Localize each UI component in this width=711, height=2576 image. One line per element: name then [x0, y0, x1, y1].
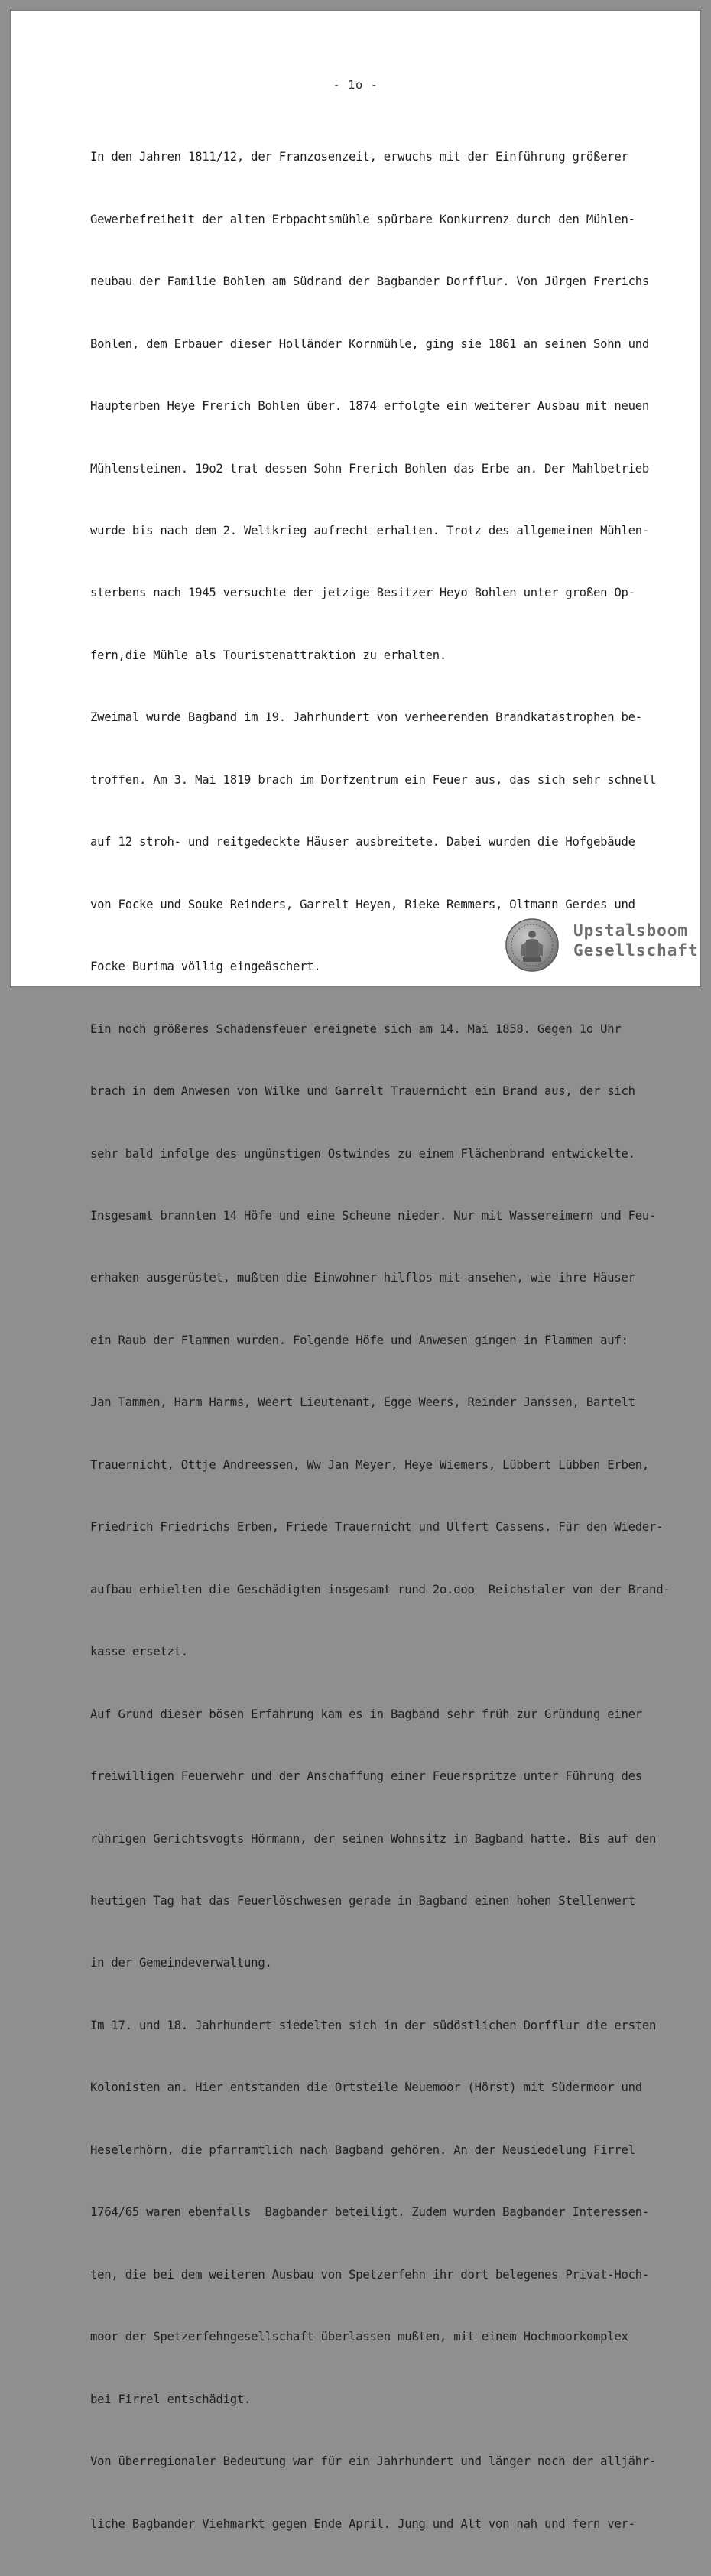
logo-text	[573, 921, 699, 960]
text-line: Im 17. und 18. Jahrhundert siedelten sich in der südöstlichen Dorfflur die ersten	[90, 2018, 657, 2032]
text-line: sterbens nach 1945 versuchte der jetzige Besitzer Heyo Bohlen unter großen Op-	[90, 586, 635, 600]
text-line: Focke Burima völlig eingeäschert.	[90, 960, 321, 974]
text-line: Bohlen, dem Erbauer dieser Holländer Kornmühle, ging sie 1861 an seinen Sohn und	[90, 336, 650, 351]
page-frame	[11, 11, 700, 2531]
text-line: auf 12 stroh- und reitgedeckte Häuser ausbreitete. Dabei wurden die Hofgebäude	[90, 835, 635, 849]
text-line: moor der Spetzerfehngesellschaft überlassen mußten, mit einem Hochmoorkomplex	[90, 2330, 628, 2344]
text-line: liche Bagbander Viehmarkt gegen Ende April. Jung und Alt von nah und fern ver-	[90, 2516, 635, 2531]
text-line: Von überregionaler Bedeutung war für ein Jahrhundert und länger noch der alljähr-	[90, 2454, 657, 2469]
logo-line-1: Upstalsboom	[573, 921, 689, 940]
text-line: Kolonisten an. Hier entstanden die Ortsteile Neuemoor (Hörst) mit Südermoor und	[90, 2081, 642, 2095]
text-line: von Focke und Souke Reinders, Garrelt Heyen, Rieke Remmers, Oltmann Gerdes und	[90, 897, 635, 911]
text-line: kasse ersetzt.	[90, 1645, 188, 1659]
text-line: aufbau erhielten die Geschädigten insgesamt rund 2o.ooo Reichstaler von der Brand-	[90, 1582, 670, 1597]
text-line: Ein noch größeres Schadensfeuer ereignete sich am 14. Mai 1858. Gegen 1o Uhr	[90, 1022, 622, 1036]
upstalsboom-logo	[505, 918, 699, 977]
seal-icon	[505, 918, 560, 973]
text-line: sehr bald infolge des ungünstigen Ostwindes zu einem Flächenbrand entwickelte.	[90, 1146, 635, 1161]
text-line: erhaken ausgerüstet, mußten die Einwohner hilflos mit ansehen, wie ihre Häuser	[90, 1271, 635, 1285]
body-text	[90, 106, 671, 2576]
text-line: Jan Tammen, Harm Harms, Weert Lieutenant, Egge Weers, Reinder Janssen, Bartelt	[90, 1395, 635, 1410]
document-page	[11, 11, 700, 2531]
text-line: wurde bis nach dem 2. Weltkrieg aufrecht erhalten. Trotz des allgemeinen Mühlen-	[90, 524, 650, 538]
text-line: rührigen Gerichtsvogts Hörmann, der seinen Wohnsitz in Bagband hatte. Bis auf den	[90, 1831, 657, 1846]
text-line: bei Firrel entschädigt.	[90, 2392, 252, 2406]
text-line: troffen. Am 3. Mai 1819 brach im Dorfzentrum ein Feuer aus, das sich sehr schnell	[90, 772, 657, 787]
text-line: Friedrich Friedrichs Erben, Friede Trauernicht und Ulfert Cassens. Für den Wieder-	[90, 1520, 664, 1535]
text-line: Trauernicht, Ottje Andreessen, Ww Jan Meyer, Heye Wiemers, Lübbert Lübben Erben,	[90, 1457, 650, 1472]
text-line: Haupterben Heye Frerich Bohlen über. 1874 erfolgte ein weiterer Ausbau mit neuen	[90, 399, 650, 414]
text-line: ten, die bei dem weiteren Ausbau von Spetzerfehn ihr dort belegenes Privat-Hoch-	[90, 2267, 650, 2282]
text-line: Auf Grund dieser bösen Erfahrung kam es in Bagband sehr früh zur Gründung einer	[90, 1707, 642, 1721]
text-line: Insgesamt brannten 14 Höfe und eine Scheune nieder. Nur mit Wassereimern und Feu-	[90, 1209, 657, 1223]
text-line: 1764/65 waren ebenfalls Bagbander beteiligt. Zudem wurden Bagbander Interessen-	[90, 2205, 650, 2220]
text-line: ein Raub der Flammen wurden. Folgende Höfe und Anwesen gingen in Flammen auf:	[90, 1333, 628, 1347]
text-line: Heselerhörn, die pfarramtlich nach Bagband gehören. An der Neusiedelung Firrel	[90, 2142, 635, 2157]
text-line: heutigen Tag hat das Feuerlöschwesen gerade in Bagband einen hohen Stellenwert	[90, 1894, 635, 1908]
page-number: - 1o -	[333, 78, 378, 92]
text-line: brach in dem Anwesen von Wilke und Garrelt Trauernicht ein Brand aus, der sich	[90, 1084, 635, 1099]
text-line: fern,die Mühle als Touristenattraktion zu erhalten.	[90, 648, 447, 662]
text-line: In den Jahren 1811/12, der Franzosenzeit, erwuchs mit der Einführung größerer	[90, 150, 628, 164]
text-line: in der Gemeindeverwaltung.	[90, 1956, 272, 1970]
text-line: Gewerbefreiheit der alten Erbpachtsmühle spürbare Konkurrenz durch den Mühlen-	[90, 212, 635, 226]
text-line: neubau der Familie Bohlen am Südrand der Bagbander Dorfflur. Von Jürgen Frerichs	[90, 274, 650, 289]
text-line: Mühlensteinen. 19o2 trat dessen Sohn Frerich Bohlen das Erbe an. Der Mahlbetrieb	[90, 461, 650, 476]
logo-line-2: Gesellschaft	[573, 941, 699, 960]
text-line: Zweimal wurde Bagband im 19. Jahrhundert von verheerenden Brandkatastrophen be-	[90, 710, 642, 725]
text-line: freiwilligen Feuerwehr und der Anschaffung einer Feuerspritze unter Führung des	[90, 1769, 642, 1784]
